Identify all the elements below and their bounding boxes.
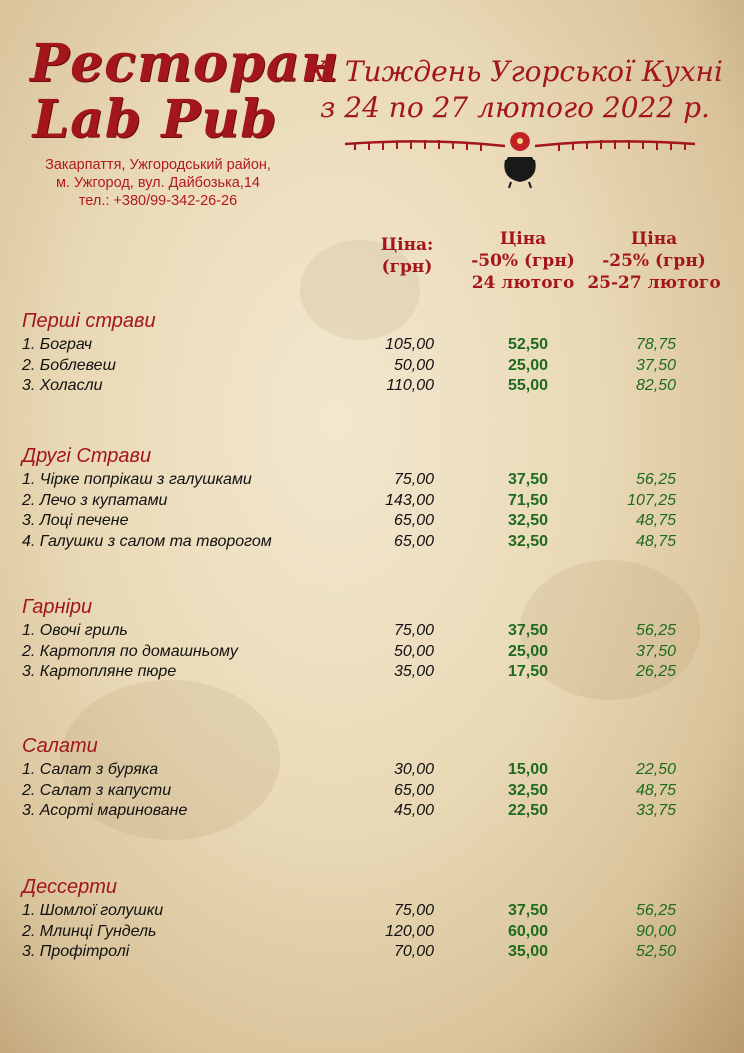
item-price: 65,00 <box>393 512 434 529</box>
item-price-25: 33,75 <box>635 802 676 819</box>
item-price: 143,00 <box>385 491 434 509</box>
item-price-25: 48,75 <box>635 781 676 799</box>
item-price-50: 37,50 <box>507 471 548 488</box>
menu-section-salads <box>22 735 676 823</box>
menu-item <box>22 922 676 944</box>
item-name: 2. Млинці Гундель <box>22 922 157 940</box>
menu-item <box>22 902 676 923</box>
menu-item <box>22 642 676 664</box>
menu-item <box>22 802 676 823</box>
item-price: 65,00 <box>393 532 434 550</box>
restaurant-name-line2: Lab Pub <box>32 89 278 150</box>
event-dates: з 24 по 27 лютого 2022 р. <box>320 91 710 124</box>
column-header-discount25-line1: Ціна <box>630 229 678 249</box>
item-price: 50,00 <box>393 642 434 660</box>
restaurant-address <box>18 156 298 210</box>
item-name: 3. Профітролі <box>22 943 130 960</box>
item-price-25: 90,00 <box>635 922 676 940</box>
item-price-25: 48,75 <box>635 532 676 550</box>
item-name: 2. Лечо з купатами <box>22 491 168 509</box>
column-header-discount25-line3: 25-27 лютого <box>587 273 721 293</box>
menu-item <box>22 356 676 378</box>
event-title-line1: X. Тиждень Угорської Кухні <box>307 55 723 88</box>
address-line2: м. Ужгород, вул. Дайбозька,14 <box>56 175 260 191</box>
section-title: Другі Страви <box>22 445 152 467</box>
menu-section-first-courses <box>22 310 676 398</box>
item-price-50: 35,00 <box>507 943 548 960</box>
column-header-discount50-line2: -50% (грн) <box>471 251 575 271</box>
column-header-discount50-line1: Ціна <box>499 229 547 249</box>
item-price-50: 71,50 <box>507 491 548 509</box>
item-price: 65,00 <box>393 781 434 799</box>
column-header-discount25-line2: -25% (грн) <box>602 251 706 271</box>
item-price-25: 107,25 <box>627 491 676 509</box>
item-price: 70,00 <box>393 943 434 960</box>
item-price: 50,00 <box>393 356 434 374</box>
item-price: 110,00 <box>386 377 434 394</box>
item-price-25: 37,50 <box>635 642 676 660</box>
column-header-price-line2: (грн) <box>381 257 433 277</box>
item-price-50: 25,00 <box>507 642 548 660</box>
item-price-25: 56,25 <box>635 471 676 488</box>
item-name: 4. Галушки з салом та творогом <box>22 532 272 550</box>
menu-item <box>22 491 676 513</box>
item-name: 1. Овочі гриль <box>22 622 128 639</box>
menu-item <box>22 336 676 357</box>
item-price-25: 52,50 <box>635 943 676 960</box>
menu-item <box>22 377 676 398</box>
item-price-25: 56,25 <box>635 902 676 919</box>
menu-item <box>22 471 676 492</box>
section-title: Дессерти <box>22 876 118 898</box>
item-price-50: 22,50 <box>507 802 548 819</box>
item-name: 2. Картопля по домашньому <box>22 642 238 660</box>
item-name: 1. Шомлої голушки <box>22 902 164 919</box>
item-price-25: 56,25 <box>635 622 676 639</box>
item-price: 105,00 <box>385 336 434 353</box>
item-price: 35,00 <box>393 663 434 680</box>
section-title: Гарніри <box>22 596 93 618</box>
section-title: Салати <box>22 735 98 757</box>
phone: тел.: +380/99-342-26-26 <box>78 193 238 209</box>
restaurant-name-line1: Ресторан <box>30 33 340 94</box>
column-header-price-line1: Ціна: <box>380 235 434 255</box>
item-price-25: 82,50 <box>635 377 676 394</box>
folk-ornament-cauldron-icon <box>335 130 705 190</box>
item-price-50: 32,50 <box>507 532 548 550</box>
item-price-50: 32,50 <box>507 781 548 799</box>
item-price-25: 37,50 <box>635 356 676 374</box>
item-price: 120,00 <box>385 922 434 940</box>
item-price: 75,00 <box>393 902 434 919</box>
item-price-50: 25,00 <box>507 356 548 374</box>
item-price-50: 60,00 <box>507 922 548 940</box>
menu-item <box>22 761 676 782</box>
menu-item <box>22 532 676 554</box>
item-price: 45,00 <box>393 802 434 819</box>
item-price-50: 37,50 <box>507 902 548 919</box>
menu-item <box>22 622 676 643</box>
item-name: 3. Картопляне пюре <box>22 663 177 680</box>
item-price-50: 15,00 <box>507 761 548 778</box>
menu-item <box>22 781 676 803</box>
item-price-50: 37,50 <box>507 622 548 639</box>
address-line1: Закарпаття, Ужгородський район, <box>45 157 271 173</box>
event-title <box>300 54 730 126</box>
menu-item <box>22 943 676 964</box>
item-price: 30,00 <box>393 761 434 778</box>
menu-item <box>22 512 676 533</box>
item-name: 1. Бограч <box>22 336 92 353</box>
item-name: 1. Салат з буряка <box>22 761 159 778</box>
item-price-25: 78,75 <box>635 336 676 353</box>
menu-item <box>22 663 676 684</box>
item-price-25: 22,50 <box>635 761 676 778</box>
item-price: 75,00 <box>393 471 434 488</box>
item-price-50: 17,50 <box>507 663 548 680</box>
item-price-50: 52,50 <box>507 336 548 353</box>
menu-section-garnishes <box>22 596 676 684</box>
item-price: 75,00 <box>393 622 434 639</box>
item-name: 3. Холасли <box>22 377 103 394</box>
column-header-price <box>362 234 452 278</box>
restaurant-logo <box>30 33 340 150</box>
column-header-discount25 <box>584 228 724 294</box>
item-name: 3. Лоці печене <box>22 512 129 529</box>
item-price-50: 32,50 <box>507 512 548 529</box>
menu-section-desserts <box>22 876 676 964</box>
menu-section-second-courses <box>22 445 676 553</box>
item-name: 2. Боблевеш <box>22 356 116 374</box>
item-name: 1. Чірке попрікаш з галушками <box>22 471 252 488</box>
column-header-discount50-line3: 24 лютого <box>471 273 575 293</box>
item-price-50: 55,00 <box>507 377 548 394</box>
item-price-25: 26,25 <box>635 663 676 680</box>
column-header-discount50 <box>462 228 584 294</box>
section-title: Перші страви <box>22 310 156 332</box>
item-name: 2. Салат з капусти <box>22 781 172 799</box>
item-name: 3. Асорті мариноване <box>22 802 188 819</box>
item-price-25: 48,75 <box>635 512 676 529</box>
